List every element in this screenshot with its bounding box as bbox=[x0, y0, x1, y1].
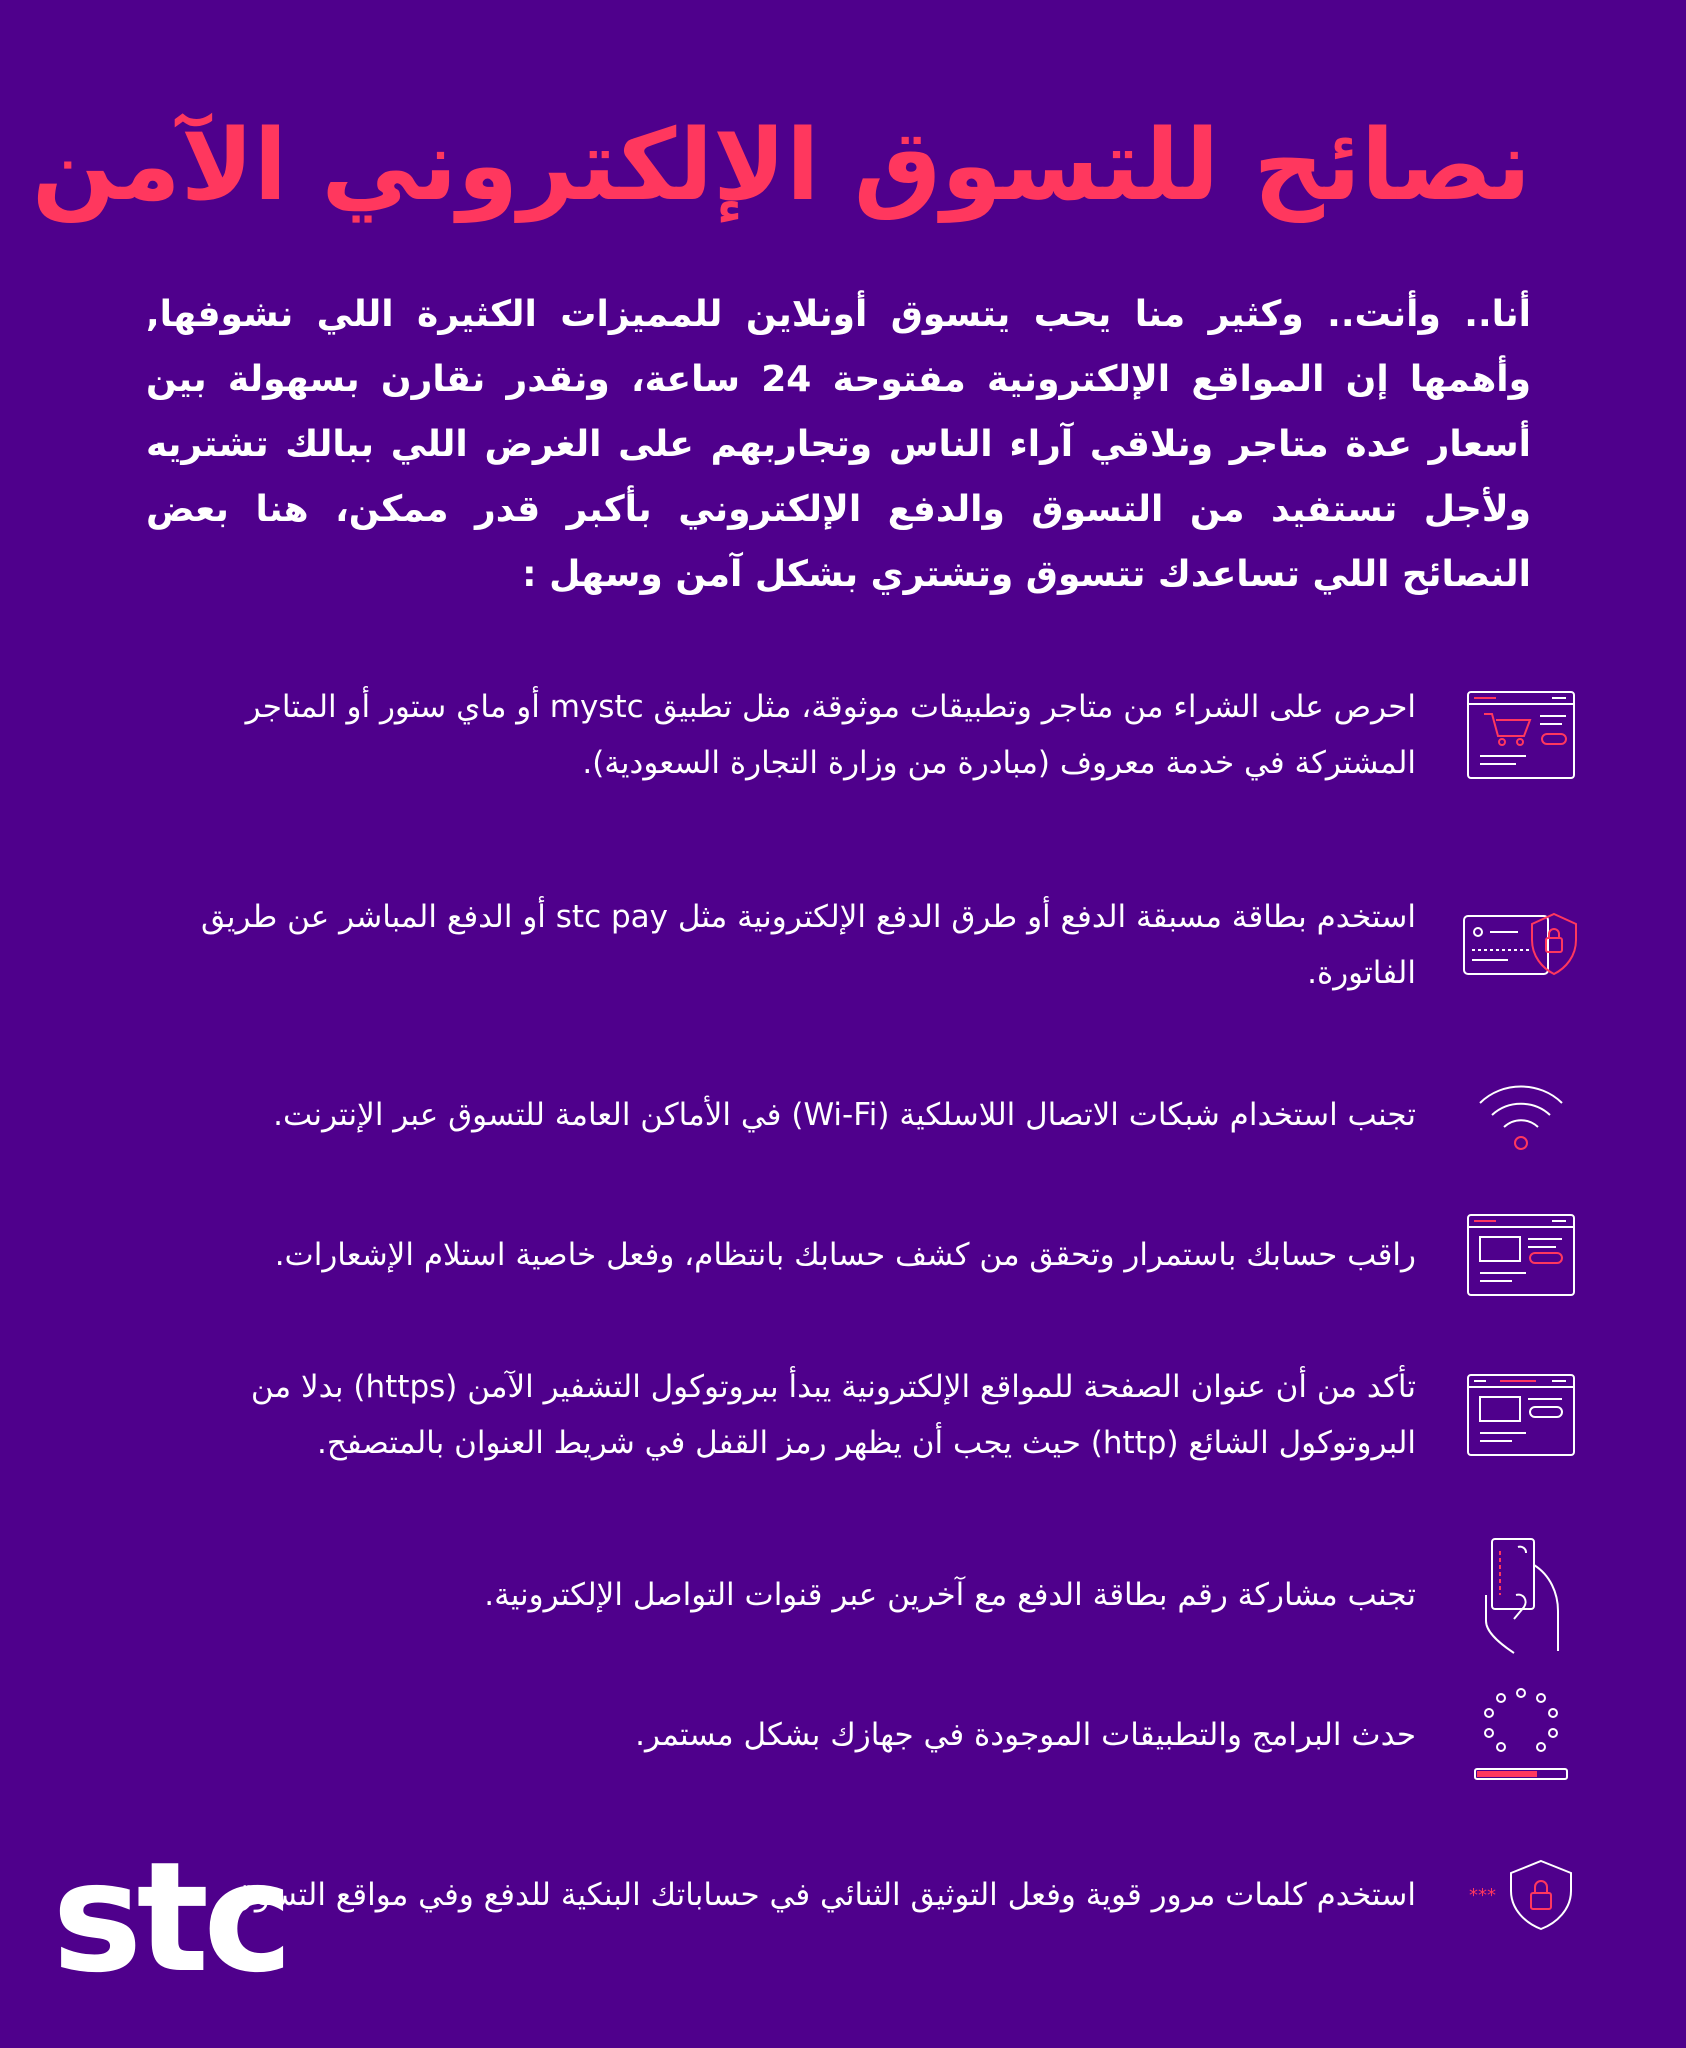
password-shield-lock-icon bbox=[1461, 1840, 1581, 1950]
intro-text-emphasis: هنا بعض النصائح اللي تساعدك تتسوق وتشتري بشكل آمن وسهل : bbox=[146, 489, 1531, 595]
shopping-cart-window-icon bbox=[1461, 680, 1581, 790]
tip-item bbox=[131, 1060, 1581, 1170]
account-monitor-window-icon bbox=[1461, 1200, 1581, 1310]
page-title: نصائح للتسوق الإلكتروني الآمن bbox=[31, 109, 1531, 223]
payment-card-shield-icon bbox=[1461, 890, 1581, 1000]
tip-text: استخدم كلمات مرور قوية وفعل التوثيق الثنائي في حساباتك البنكية للدفع وفي مواقع التسوق. bbox=[220, 1877, 1416, 1913]
update-loading-icon bbox=[1461, 1680, 1581, 1790]
tip-item bbox=[131, 1680, 1581, 1790]
svg-text:***: *** bbox=[1469, 1885, 1496, 1906]
tip-text: حدث البرامج والتطبيقات الموجودة في جهازك بشكل مستمر. bbox=[635, 1717, 1416, 1753]
intro-text: أنا.. وأنت.. وكثير منا يحب يتسوق أونلاين للمميزات الكثيرة اللي نشوفها, وأهمها إن المواقع الإلكترونية مفتوحة 24 ساعة، ونقدر نقارن بسهولة بين أسعار عدة متاجر ونلاقي آراء الناس وتجاربهم على الغرض اللي ببالك تشتريه ولأجل تستفيد من التسوق والدفع الإلكتروني بأكبر قدر ممكن، bbox=[146, 294, 1531, 530]
stc-logo-text: stc bbox=[52, 1838, 288, 1988]
wifi-icon bbox=[1461, 1060, 1581, 1170]
secure-url-window-icon bbox=[1461, 1360, 1581, 1470]
tip-text: راقب حسابك باستمرار وتحقق من كشف حسابك بانتظام، وفعل خاصية استلام الإشعارات. bbox=[274, 1237, 1416, 1273]
stc-logo bbox=[50, 1838, 350, 1988]
tip-text: تجنب مشاركة رقم بطاقة الدفع مع آخرين عبر قنوات التواصل الإلكترونية. bbox=[484, 1577, 1416, 1613]
hand-holding-card-icon bbox=[1461, 1540, 1581, 1650]
tip-text: احرص على الشراء من متاجر وتطبيقات موثوقة، مثل تطبيق mystc أو ماي ستور أو المتاجر المشتركة في خدمة معروف (مبادرة من وزارة التجارة السعودية). bbox=[245, 689, 1416, 781]
tip-item bbox=[131, 680, 1581, 790]
tip-text: تجنب استخدام شبكات الاتصال اللاسلكية (Wi-Fi) في الأماكن العامة للتسوق عبر الإنترنت. bbox=[273, 1097, 1416, 1133]
tip-item bbox=[131, 1540, 1581, 1650]
tip-item bbox=[131, 1200, 1581, 1310]
intro-paragraph bbox=[146, 282, 1531, 607]
tip-item bbox=[131, 1360, 1581, 1470]
tip-item bbox=[131, 890, 1581, 1000]
tip-text: استخدم بطاقة مسبقة الدفع أو طرق الدفع الإلكترونية مثل stc pay أو الدفع المباشر عن طريق الفاتورة. bbox=[201, 899, 1416, 991]
tip-text: تأكد من أن عنوان الصفحة للمواقع الإلكترونية يبدأ ببروتوكول التشفير الآمن (https) بدلا من البروتوكول الشائع (http) حيث يجب أن يظهر رمز القفل في شريط العنوان بالمتصفح. bbox=[250, 1369, 1416, 1461]
